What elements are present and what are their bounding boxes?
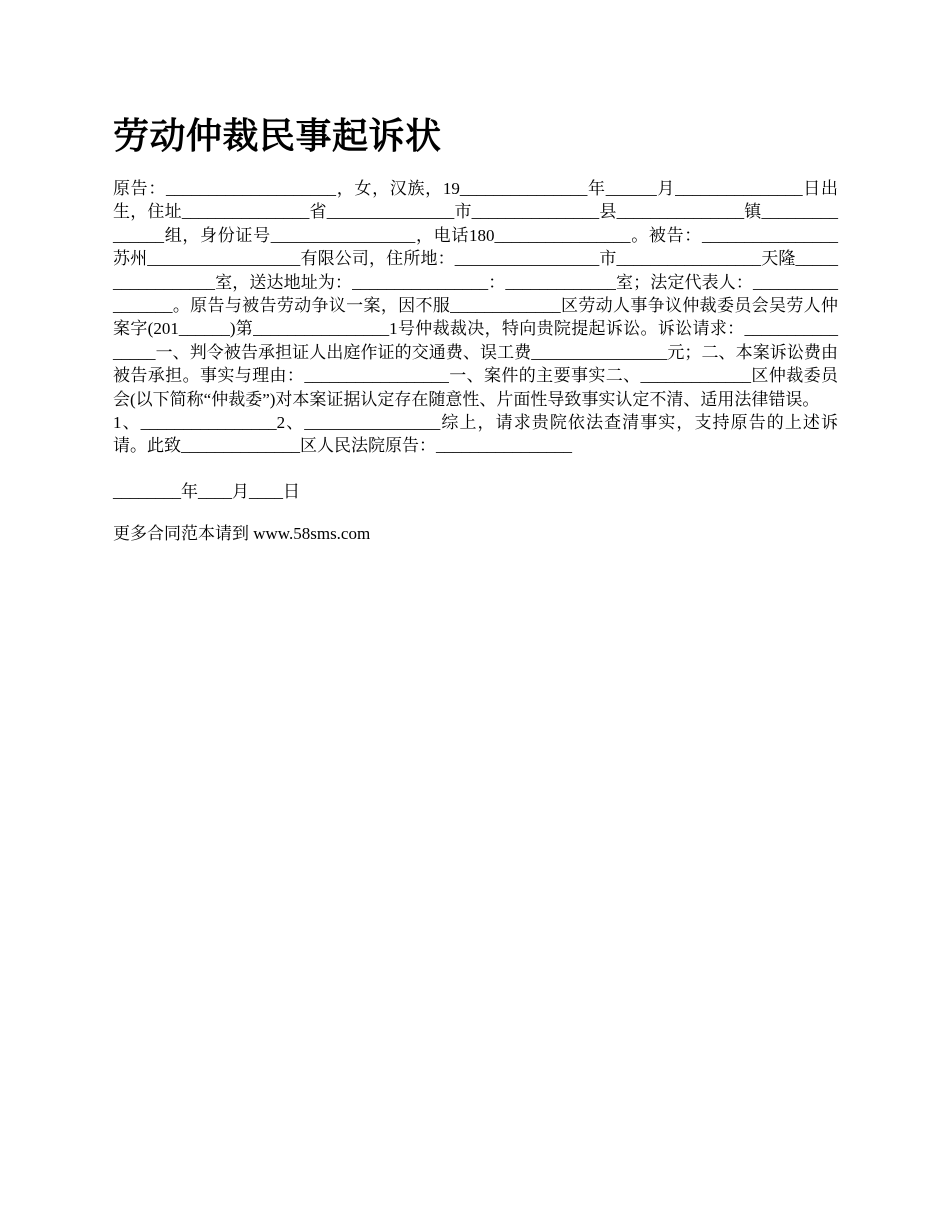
footer-note: 更多合同范本请到 www.58sms.com [113,523,371,543]
document-page [113,112,838,546]
body-paragraph-main: 原告：____________________，女，汉族，19_______________年______月_______________日出生，住址_______________省_______________市_______________县_______________镇_______________组，身份证号_________________，电话180________________。被告：________________苏州__________________有限公司，住所地：_________________市_________________天隆_________________室，送达地址为：________________：_____________室；法定代表人：_________________。原告与被告劳动争议一案，因不服_____________区劳动人事争议仲裁委员会吴劳人仲案字(201______)第________________1号仲裁裁决，特向贵院提起诉讼。诉讼请求：________________一、判令被告承担证人出庭作证的交通费、误工费________________元；二、本案诉讼费由被告承担。事实与理由：_________________一、案件的主要事实二、_____________区仲裁委员会(以下简称“仲裁委”)对本案证据认定存在随意性、片面性导致事实认定不清、适用法律错误。 [113,179,838,409]
date-line: ________年____月____日 [113,481,300,501]
document-title: 劳动仲裁民事起诉状 [113,116,442,157]
document-body [113,177,838,458]
body-paragraph-conclusion: 1、________________2、________________综上，请求贵院依法查清事实，支持原告的上述诉请。此致______________区人民法院原告：________________ [113,413,838,456]
